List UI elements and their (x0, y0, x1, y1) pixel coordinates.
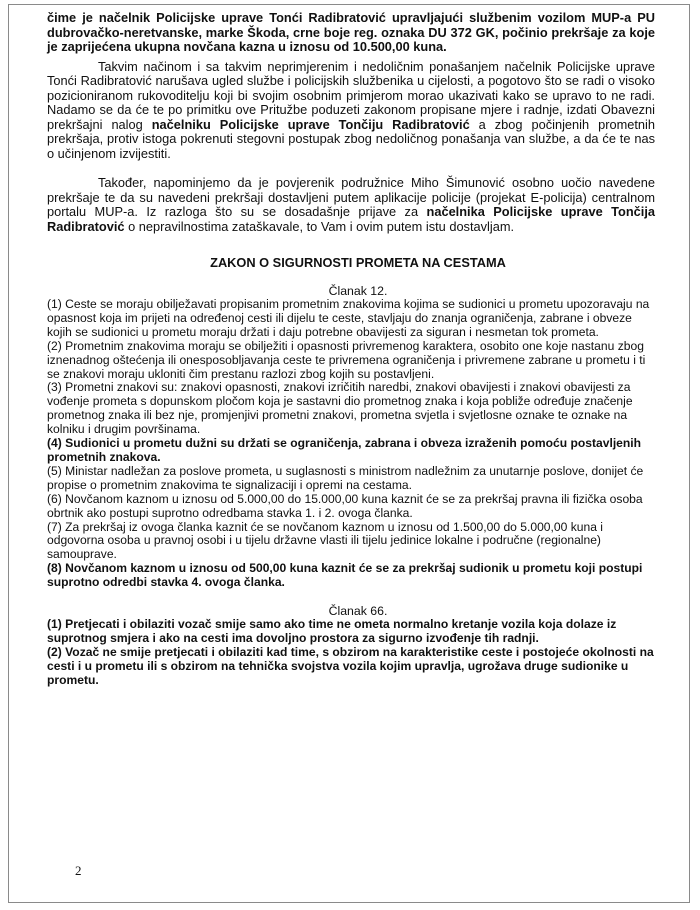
article-12-paragraph-8: (8) Novčanom kaznom u iznosu od 500,00 kuna kaznit će se za prekršaj sudionik u prometu koji postupi suprotno odredbi stavka 4. ovoga članka. (47, 561, 643, 590)
document-page (8, 4, 690, 903)
intro-text: Takvim načinom i sa takvim neprimjerenim i nedoličnim ponašanjem načelnik Policijske uprave Tonći Radibratović narušava ugled službe i policijskih službenika u cijelosti, a pogotovo što se radi o visoko pozicioniranom rukovoditelju koji bi svojim osobnim primjerom morao ukazivati kako se upravo to ne radi. Nadamo se da će te po primitku ove Pritužbe poduzeti zakonom propisane mjere i radnje, izdati Obavezni prekršajni nalog (47, 58, 655, 132)
page-number: 2 (75, 863, 82, 878)
intro-paragraph-3 (47, 176, 655, 234)
article-12-paragraph-4: (4) Sudionici u prometu dužni su držati se ograničenja, zabrana i obveza izraženih pomoću postavljenih prometnih znakova. (47, 436, 642, 464)
article-heading-66: Članak 66. (328, 604, 388, 619)
article-heading-12: Članak 12. (328, 284, 388, 298)
article-66-paragraph-1: (1) Pretjecati i obilaziti vozač smije samo ako time ne ometa normalno kretanje vozila koja dolaze iz suprotnog smjera i ako na cesti ima dovoljno prostora za sigurno izvođenje tih radnji. (47, 617, 617, 645)
section-title: ZAKON O SIGURNOSTI PROMETA NA CESTAMA (210, 255, 506, 270)
intro-paragraph-bold: čime je načelnik Policijske uprave Tonći Radibratović upravljajući službenim vozilom MUP-a PU dubrovačko-neretvanske, marke Škoda, crne boje reg. oznaka DU 372 GK, počinio prekršaje za koje je zaprijećena ukupna novčana kazna u iznosu od 10.500,00 kuna. (47, 10, 655, 54)
intro-bold-name: načelniku Policijske uprave Tončiju Radibratović (151, 116, 470, 132)
intro-text: Također, napominjemo da je povjerenik podružnice Miho Šimunović osobno uočio navedene prekršaje te da su navedeni prekršaji dostavljeni putem aplikacije policije (projekat E-policija) centralnom portalu MUP-a. Iz razloga što su se dosadašnje prijave za (47, 175, 655, 219)
article-12-paragraph-5: (5) Ministar nadležan za poslove prometa, u suglasnosti s ministrom nadležnim za unutarnje poslove, donijet će propise o prometnim znakovima te signalizaciji i opremi na cestama. (47, 463, 644, 492)
article-12-paragraph-7: (7) Za prekršaj iz ovoga članka kaznit će se novčanom kaznom u iznosu od 1.500,00 do 5.000,00 kuna i odgovorna osoba u pravnoj osobi i u tijelu državne vlasti ili tijelu jedinice lokalne i područne (regionalne) samouprave. (47, 519, 603, 562)
article-12-paragraph-1: (1) Ceste se moraju obilježavati propisanim prometnim znakovima kojima se sudionici u prometu upozoravaju na opasnost koja im prijeti na određenoj cesti ili dijelu te ceste, stavljaju do znanja ograničenja, zabrane i obveze kojih se sudionici u prometu moraju držati i daju potrebne obavijesti za siguran i nesmetan tok prometa. (47, 297, 650, 339)
intro-paragraph-2 (47, 60, 655, 162)
article-66-body (47, 618, 655, 688)
article-66-paragraph-2: (2) Vozač ne smije pretjecati i obilaziti kad time, s obzirom na karakteristike ceste i postojeće okolnosti na cesti i u prometu ili s obzirom na tehnička svojstva vozila kojim upravlja, ugrožava druge sudionike u prometu. (47, 644, 654, 687)
article-12-paragraph-3: (3) Prometni znakovi su: znakovi opasnosti, znakovi izričitih naredbi, znakovi obavijesti i znakovi obavijesti za vođenje prometa s dopunskom pločom koja je sastavni dio prometnog znaka i koja pobliže određuje značenje prometnog znaka ili bez nje, promjenjivi prometni znakovi, prometna svjetla i svjetlosne oznake te oznake na kolniku i drugim površinama. (47, 380, 633, 437)
page-content (47, 11, 655, 688)
intro-text-end: o nepravilnostima zataškavale, to Vam i ovim putem istu dostavljam. (128, 218, 515, 234)
article-12-body (47, 298, 655, 590)
article-12-paragraph-2: (2) Prometnim znakovima moraju se obilježiti i opasnosti privremenog karaktera, osobito one koje nastanu zbog iznenadnog oštećenja ili onesposobljavanja ceste te privremena ograničenja i privremene zabrane u prometu i ti se znakovi moraju ukloniti čim prestanu razlozi zbog kojih su postavljeni. (47, 338, 646, 381)
article-12-paragraph-6: (6) Novčanom kaznom u iznosu od 5.000,00 do 15.000,00 kuna kaznit će se za prekršaj pravna ili fizička osoba obrtnik ako postupi suprotno odredbama stavka 1. i 2. ovoga članka. (47, 491, 643, 520)
intro-bold-name: načelnika Policijske uprave Tončija Radibratović (47, 204, 655, 234)
intro-text-end: a zbog počinjenih prometnih prekršaja, protiv istoga pokrenuti stegovni postupak zbog nedoličnog ponašanja van službe, a da će te nas o učinjenom izvijestiti. (47, 116, 655, 161)
